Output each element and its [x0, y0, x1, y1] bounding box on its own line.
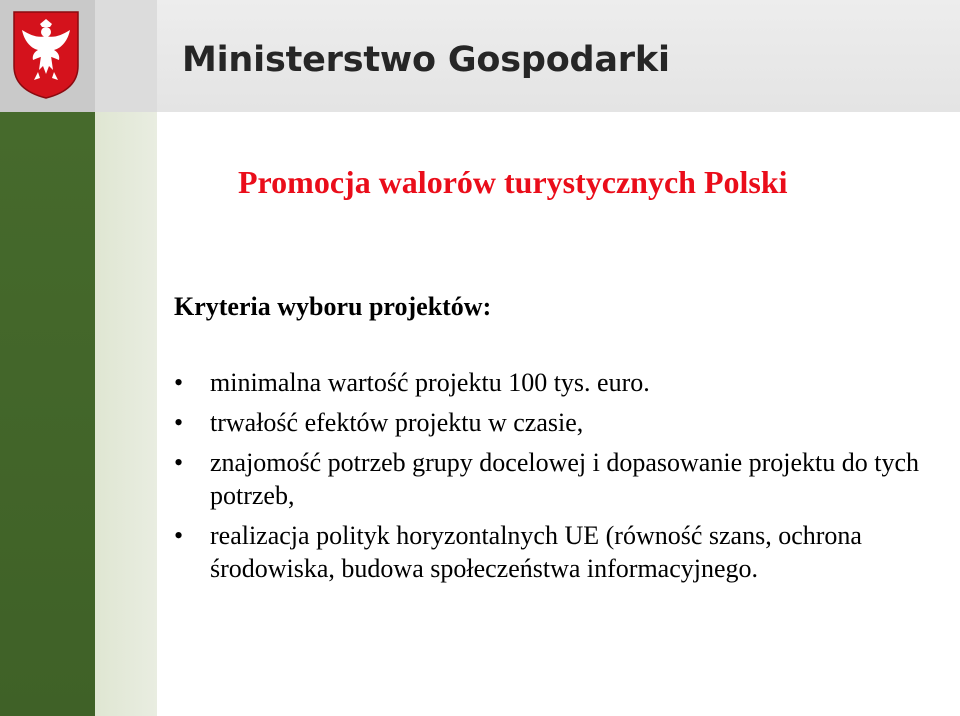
- bullet-icon: •: [174, 521, 184, 550]
- list-item-text: znajomość potrzeb grupy docelowej i dopasowanie projektu do tych potrzeb,: [210, 448, 920, 510]
- ministry-name: Ministerstwo Gospodarki: [182, 40, 670, 80]
- header-band: [0, 0, 960, 112]
- list-item-text: minimalna wartość projektu 100 tys. euro.: [210, 368, 650, 397]
- polish-eagle-emblem-icon: [10, 8, 82, 100]
- bullet-icon: •: [174, 368, 184, 397]
- list-item: [174, 519, 944, 585]
- list-item: [174, 406, 944, 439]
- criteria-heading: Kryteria wyboru projektów:: [174, 292, 492, 321]
- slide-title: Promocja walorów turystycznych Polski: [238, 164, 788, 200]
- header-strip: [95, 0, 157, 112]
- emblem-panel: [0, 0, 95, 112]
- bullet-icon: •: [174, 448, 184, 477]
- list-item-text: trwałość efektów projektu w czasie,: [210, 408, 584, 437]
- left-light-stripe: [95, 112, 157, 716]
- list-item: [174, 366, 944, 399]
- bullet-icon: •: [174, 408, 184, 437]
- list-item: [174, 446, 944, 512]
- criteria-list: [174, 366, 944, 592]
- left-green-stripe: [0, 112, 95, 716]
- list-item-text: realizacja polityk horyzontalnych UE (równość szans, ochrona środowiska, budowa społeczeństwa informacyjnego.: [210, 521, 862, 583]
